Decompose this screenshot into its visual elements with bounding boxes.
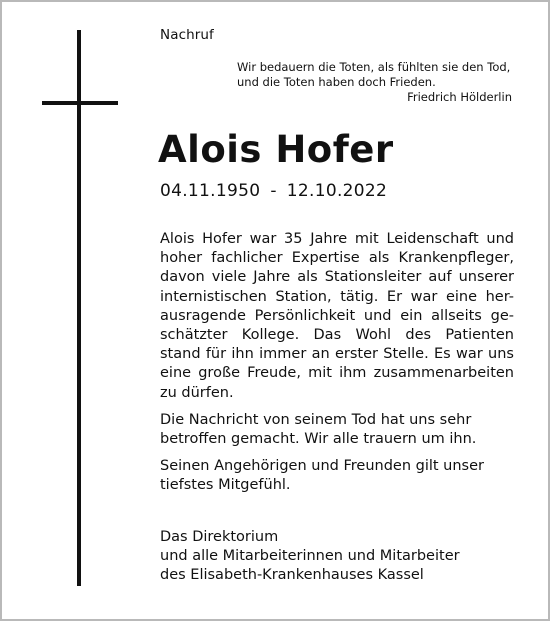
signature-block (160, 528, 460, 585)
biography-line: davon viele Jahre als Stationsleiter auf unserer (160, 269, 514, 286)
biography-line: stand für ihn immer an erster Stelle. Es war uns (160, 346, 514, 363)
signature-line-3: des Elisabeth-Krankenhauses Kassel (160, 567, 424, 583)
quote-line-1: Wir bedauern die Toten, als fühlten sie den Tod, (237, 60, 511, 74)
deceased-name: Alois Hofer (158, 128, 394, 171)
biography-line: schätzter Kollege. Das Wohl des Patienten (160, 327, 514, 344)
life-dates (160, 181, 387, 201)
quote-author: Friedrich Hölderlin (407, 90, 512, 104)
biography-line: eine große Freude, mit ihm zusammenarbeiten (160, 365, 514, 382)
biography-line: hoher fachlicher Expertise als Krankenpfleger, (160, 250, 514, 267)
biography-line: Alois Hofer war 35 Jahre mit Leidenschaft und (160, 231, 514, 247)
cross-icon-horizontal-bar (42, 101, 118, 105)
quote-block (200, 60, 512, 105)
biography-line: internistischen Station, tätig. Er war eine her- (160, 288, 514, 305)
death-date: 12.10.2022 (286, 181, 388, 201)
signature-line-2: und alle Mitarbeiterinnen und Mitarbeiter (160, 548, 460, 564)
biography-paragraph (160, 230, 514, 403)
biography-line: zu dürfen. (160, 384, 234, 401)
signature-line-1: Das Direktorium (160, 529, 279, 545)
birth-date: 04.11.1950 (160, 181, 261, 201)
quote-line-2: und die Toten haben doch Frieden. (237, 75, 436, 89)
cross-icon-vertical-bar (77, 30, 81, 586)
biography-line: ausragende Persönlichkeit und ein allseits ge- (160, 307, 514, 324)
notice-body (160, 230, 514, 504)
news-paragraph: Die Nachricht von seinem Tod hat uns sehr betroffen gemacht. Wir alle trauern um ihn. (160, 411, 477, 448)
notice-heading: Nachruf (160, 27, 214, 43)
date-separator: - (270, 181, 277, 201)
condolence-paragraph: Seinen Angehörigen und Freunden gilt unser tiefstes Mitgefühl. (160, 458, 484, 494)
